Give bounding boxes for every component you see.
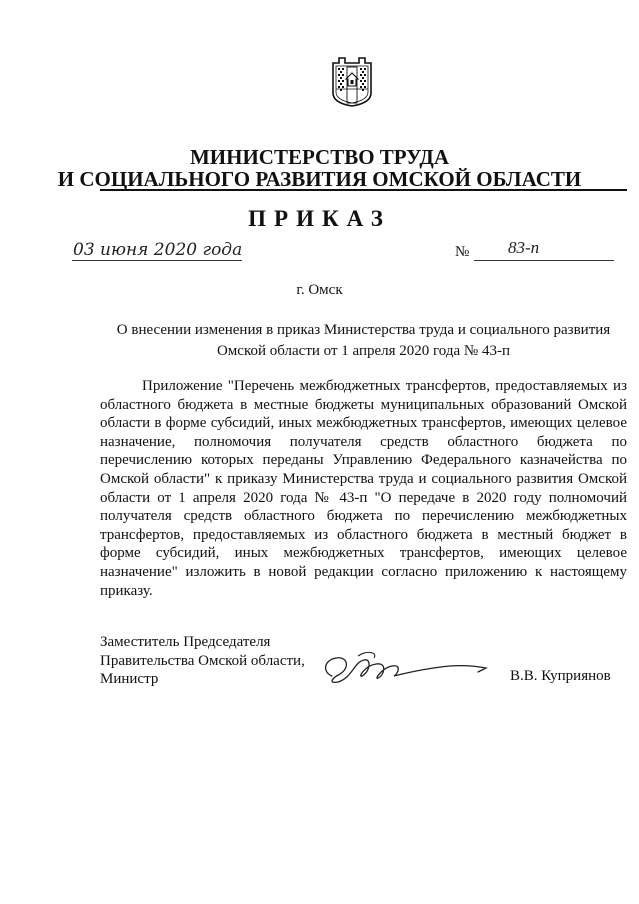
order-date: 03 июня 2020 года <box>73 240 243 260</box>
ministry-name-line-1: МИНИСТЕРСТВО ТРУДА <box>189 145 450 169</box>
signer-name: В.В. Куприянов <box>510 668 611 684</box>
order-number: 83-п <box>508 238 540 257</box>
city: г. Омск <box>296 282 343 298</box>
coat-of-arms-emblem <box>330 55 374 107</box>
date-underline <box>72 260 242 261</box>
signer-position-line-1: Заместитель Председателя <box>100 634 271 650</box>
number-sign: № <box>455 244 470 260</box>
order-body-paragraph: Приложение "Перечень межбюджетных трансфертов, предоставляемых из областного бюджета в местные бюджеты муниципальных образований Омской области в форме субсидий, иных межбюджетных трансфертов, имеющих целевое назначение, полномочия получателя средств областного бюджета по перечислению которых переданы Управлению Федерального казначейства по Омской области" к приказу Министерства труда и социального развития Омской области от 1 апреля 2020 года № 43-п "О передаче в 2020 году полномочий получателя средств областного бюджета по перечислению межбюджетных трансфертов, предоставляемых из областного бюджета в местный бюджет в форме субсидий, иных межбюджетных трансфертов, имеющих целевое назначение" изложить в новой редакции согласно приложению к настоящему приказу. <box>100 378 627 599</box>
ministry-name-line-2: И СОЦИАЛЬНОГО РАЗВИТИЯ ОМСКОЙ ОБЛАСТИ <box>57 167 582 191</box>
header-divider <box>100 189 627 191</box>
signer-position <box>100 633 305 689</box>
number-underline <box>474 260 614 261</box>
handwritten-signature <box>318 646 493 690</box>
signer-position-line-3: Министр <box>100 671 159 688</box>
document-type-title: ПРИКАЗ <box>248 206 391 231</box>
order-subject: О внесении изменения в приказ Министерства труда и социального развития Омской области от 1 апреля 2020 года № 43-п <box>116 322 611 359</box>
signer-position-line-2: Правительства Омской области, <box>100 652 305 669</box>
